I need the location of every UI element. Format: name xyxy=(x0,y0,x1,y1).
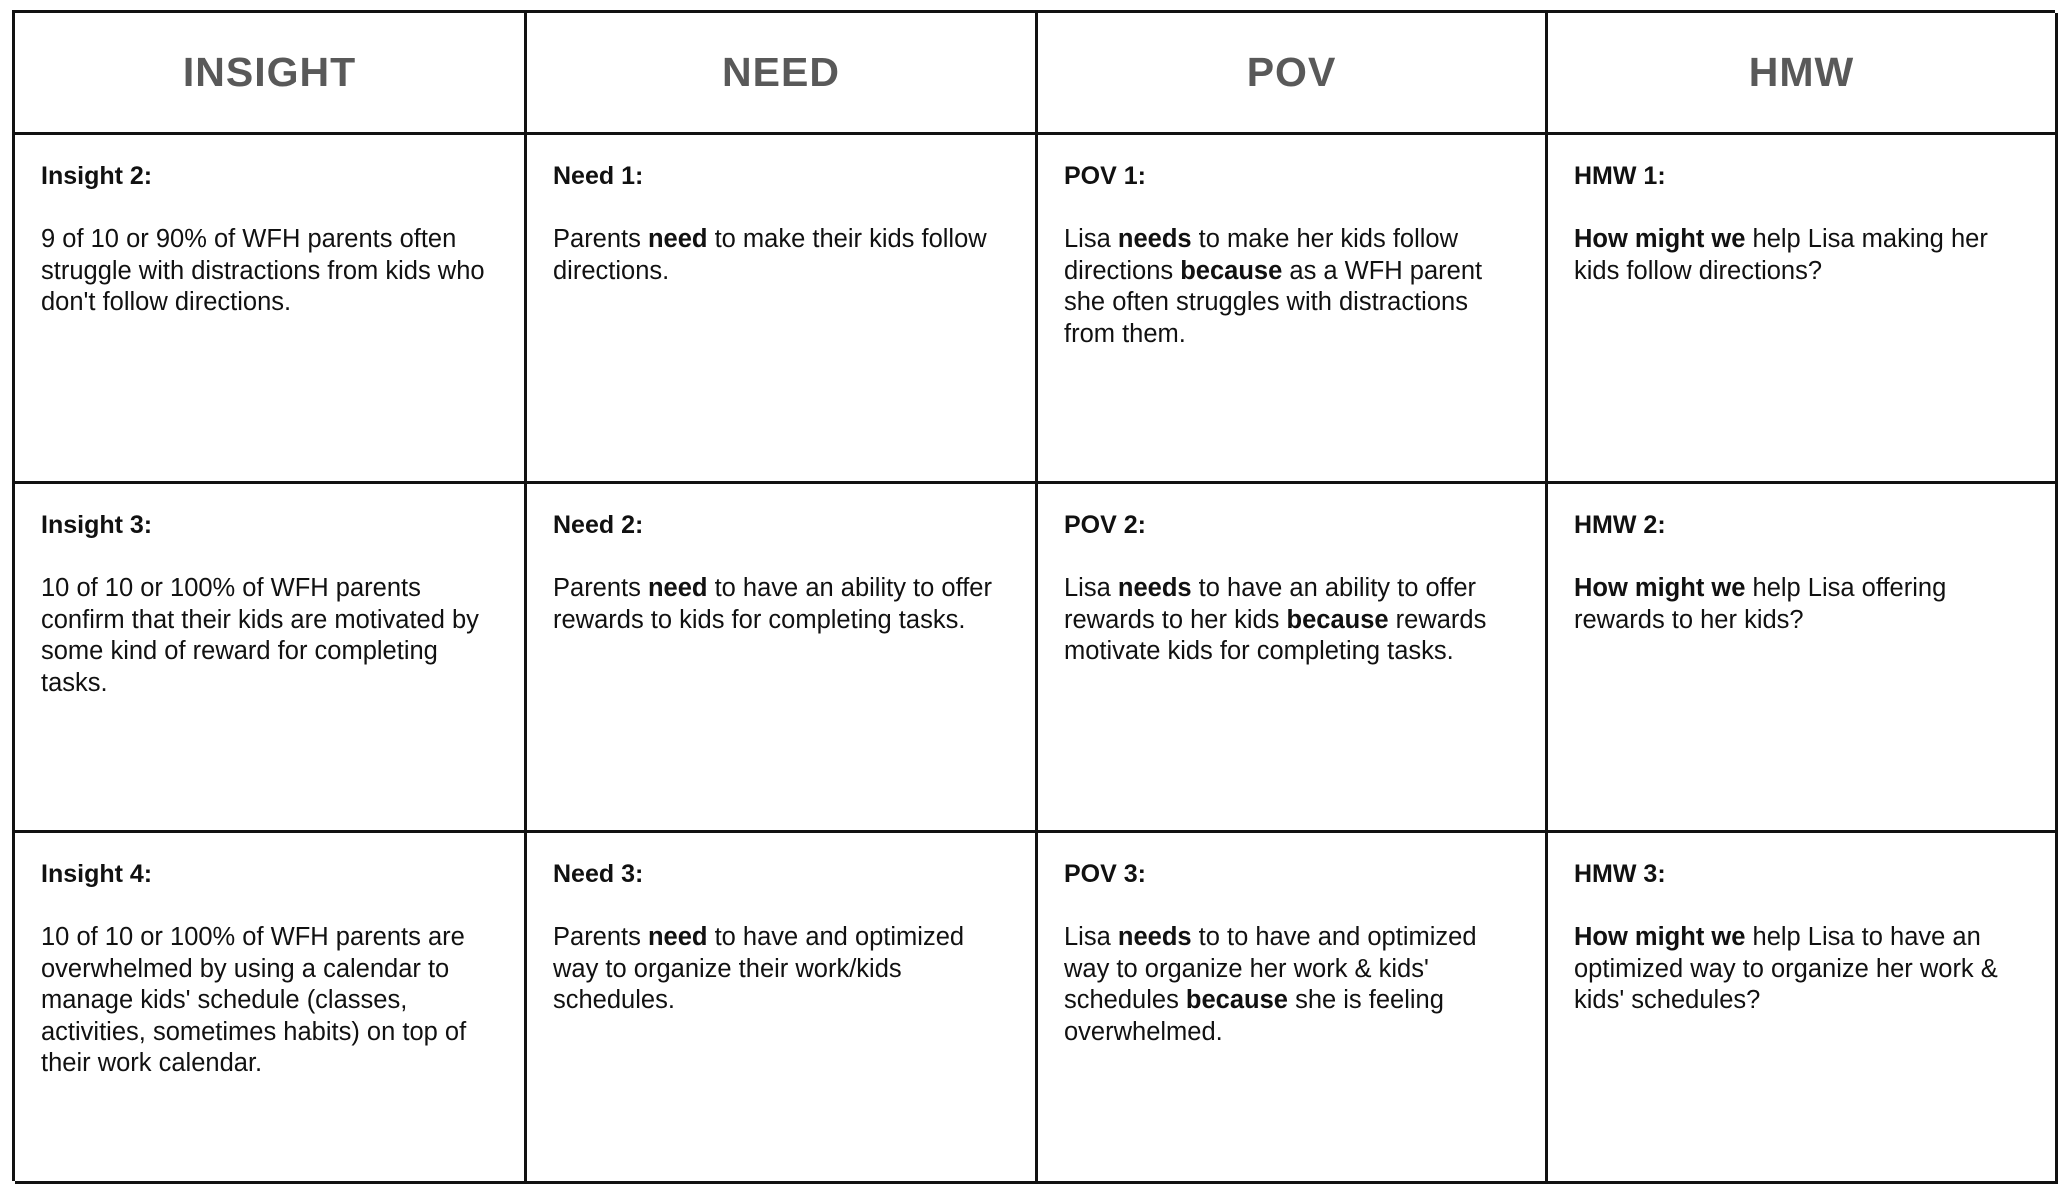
body-text: 10 of 10 or 100% of WFH parents are overwhelmed by using a calendar to manage kids' schedule (classes, activities, sometimes habits) on top of their work calendar. xyxy=(41,923,467,1077)
body-text: Parents xyxy=(553,923,648,951)
cell-body xyxy=(1574,922,2035,1017)
insight-cell xyxy=(15,484,527,833)
emphasis-text: need xyxy=(647,225,708,253)
cell-title: HMW 3: xyxy=(1574,860,1666,888)
need-cell xyxy=(527,484,1038,833)
body-text: help Lisa to have an optimized way to organize her work & kids' schedules? xyxy=(1574,923,1998,1014)
cell-title: Need 3: xyxy=(553,860,644,888)
body-text: to make their kids follow directions. xyxy=(553,225,987,285)
emphasis-text: because xyxy=(1185,986,1288,1014)
cell-title: Need 2: xyxy=(553,511,644,539)
cell-title: HMW 1: xyxy=(1574,162,1666,190)
body-text: to have an ability to offer rewards to kids for completing tasks. xyxy=(553,574,992,634)
hmw-cell xyxy=(1548,484,2058,833)
body-text: she is feeling overwhelmed. xyxy=(1064,986,1444,1046)
cell-body xyxy=(1064,224,1525,350)
header-pov xyxy=(1038,13,1548,135)
cell-title: Need 1: xyxy=(553,162,644,190)
hmw-cell xyxy=(1548,135,2058,484)
emphasis-text: needs xyxy=(1117,225,1192,253)
need-cell xyxy=(527,135,1038,484)
pov-cell xyxy=(1038,484,1548,833)
body-text: as a WFH parent she often struggles with distractions from them. xyxy=(1064,256,1483,348)
header-hmw xyxy=(1548,13,2058,135)
cell-body xyxy=(41,573,504,699)
cell-title: POV 2: xyxy=(1064,511,1146,539)
body-text: Lisa xyxy=(1064,923,1118,951)
header-need xyxy=(527,13,1038,135)
emphasis-text: needs xyxy=(1117,574,1192,602)
cell-body xyxy=(1064,922,1525,1048)
header-insight xyxy=(15,13,527,135)
cell-body xyxy=(41,922,504,1080)
body-text: Parents xyxy=(553,225,648,253)
cell-body xyxy=(1064,573,1525,668)
emphasis-text: How might we xyxy=(1574,923,1746,951)
body-text: to to have and optimized way to organize her work & kids' schedules xyxy=(1064,923,1477,1014)
body-text: to make her kids follow directions xyxy=(1064,225,1459,285)
emphasis-text: need xyxy=(647,574,708,602)
emphasis-text: because xyxy=(1180,256,1283,285)
body-text: 9 of 10 or 90% of WFH parents often struggle with distractions from kids who don't follow directions. xyxy=(41,225,485,316)
body-text: to have an ability to offer rewards to her kids xyxy=(1064,574,1477,634)
cell-title: HMW 2: xyxy=(1574,511,1666,539)
cell-body xyxy=(41,224,504,319)
cell-body xyxy=(1574,573,2035,636)
header-label: POV xyxy=(1246,49,1337,95)
body-text: rewards motivate kids for completing tasks. xyxy=(1064,605,1487,665)
header-label: INSIGHT xyxy=(182,49,357,95)
cell-body xyxy=(1574,224,2035,287)
body-text: help Lisa making her kids follow directions? xyxy=(1574,225,1988,285)
cell-title: Insight 4: xyxy=(41,860,153,888)
body-text: 10 of 10 or 100% of WFH parents confirm that their kids are motivated by some kind of reward for completing tasks. xyxy=(41,574,479,697)
insight-cell xyxy=(15,833,527,1184)
emphasis-text: need xyxy=(647,923,708,951)
pov-cell xyxy=(1038,135,1548,484)
emphasis-text: How might we xyxy=(1574,574,1746,602)
need-cell xyxy=(527,833,1038,1184)
hmw-cell xyxy=(1548,833,2058,1184)
body-text: Parents xyxy=(553,574,648,602)
emphasis-text: needs xyxy=(1117,923,1192,951)
cell-title: POV 3: xyxy=(1064,860,1146,888)
cell-title: POV 1: xyxy=(1064,162,1146,190)
insight-cell xyxy=(15,135,527,484)
cell-body xyxy=(553,922,1015,1017)
header-label: NEED xyxy=(722,49,840,95)
header-label: HMW xyxy=(1748,49,1855,95)
cell-title: Insight 3: xyxy=(41,511,153,539)
cell-body xyxy=(553,224,1015,287)
emphasis-text: How might we xyxy=(1574,225,1746,253)
body-text: to have and optimized way to organize their work/kids schedules. xyxy=(553,923,965,1014)
cell-body xyxy=(553,573,1015,636)
insight-need-pov-hmw-table xyxy=(12,10,2055,1181)
body-text: Lisa xyxy=(1064,574,1118,602)
emphasis-text: because xyxy=(1286,605,1389,634)
pov-cell xyxy=(1038,833,1548,1184)
body-text: Lisa xyxy=(1064,225,1118,253)
cell-title: Insight 2: xyxy=(41,162,153,190)
body-text: help Lisa offering rewards to her kids? xyxy=(1574,574,1947,634)
